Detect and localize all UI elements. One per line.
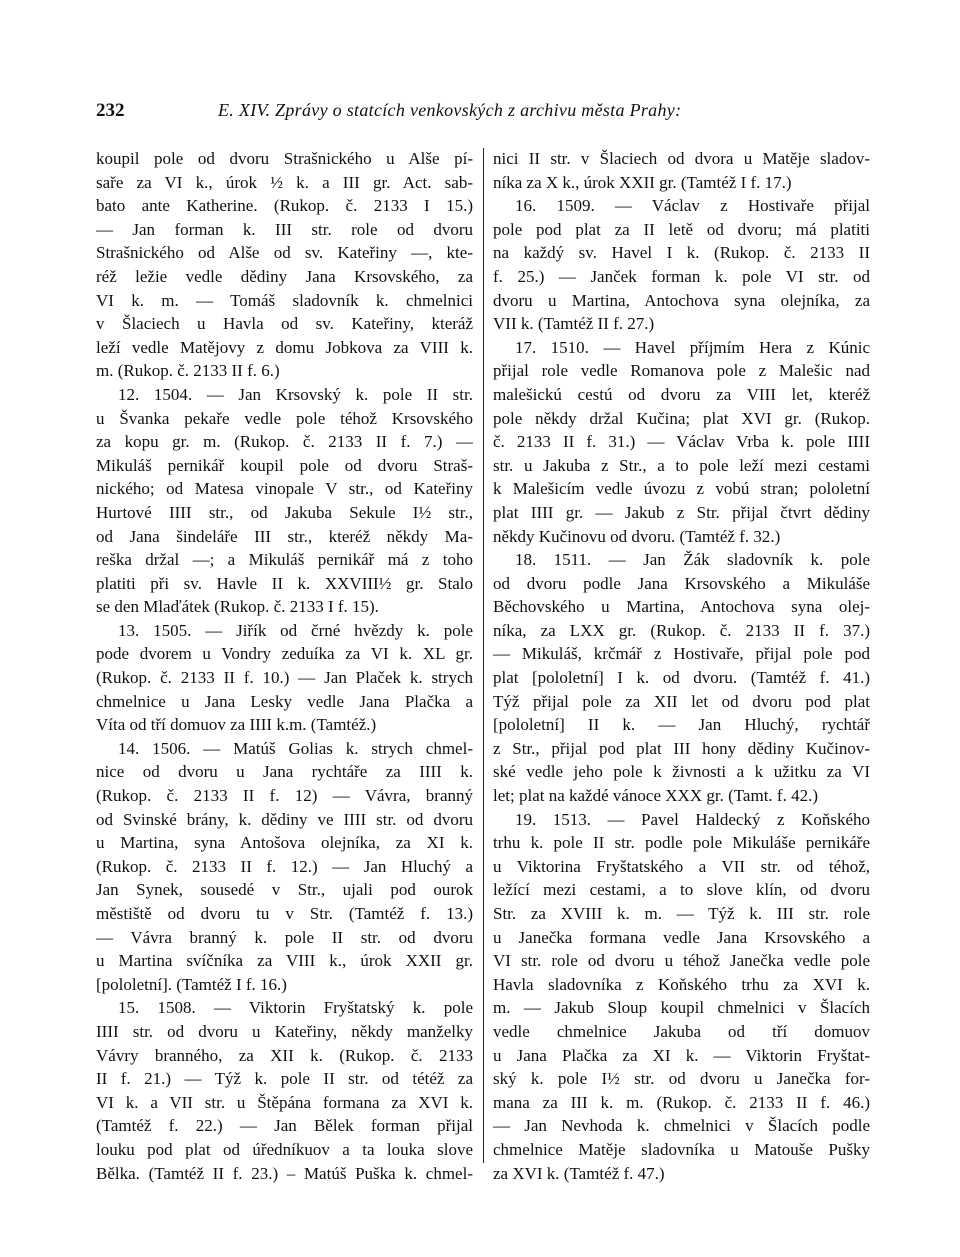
text-line: m. — Jakub Sloup koupil chmelnici v Šlacích <box>493 998 870 1018</box>
text-line: dvoru u Martina, Antochova syna olejníka, za <box>493 290 870 310</box>
text-line: ský k. pole I½ str. od dvoru u Janečka for- <box>493 1069 870 1089</box>
text-line: u Janečka formana vedle Jana Krsovského a <box>493 927 870 947</box>
text-line: za XVI k. (Tamtéž f. 47.) <box>493 1163 665 1183</box>
text-line: přijal role vedle Romanova pole z Malešic nad <box>493 361 870 381</box>
text-line: (Rukop. č. 2133 II f. 12.) — Jan Hluchý a <box>96 856 473 876</box>
text-line: — Vávra branný k. pole II str. od dvoru <box>96 927 473 947</box>
text-line: níka, za LXX gr. (Rukop. č. 2133 II f. 37.) <box>493 620 870 640</box>
text-line: chmelnice Matěje sladovníka u Matouše Pušky <box>493 1139 870 1159</box>
text-line: platiti při sv. Havle II k. XXVIII½ gr. Stalo <box>96 573 473 593</box>
text-line: leží vedle Matějovy z domu Jobkova za VIII k. <box>96 337 473 357</box>
text-line: Víta od tří domuov za IIII k.m. (Tamtéž.) <box>96 715 377 735</box>
text-line: Vávry branného, za XII k. (Rukop. č. 2133 <box>96 1045 473 1065</box>
text-line: IIII str. od dvoru u Kateřiny, někdy manželky <box>96 1021 473 1041</box>
text-line: louku pod plat od úředníkuov a ta louka slove <box>96 1139 473 1159</box>
text-line: někdy Kučinovu od dvoru. (Tamtéž f. 32.) <box>493 526 781 546</box>
text-line: Běchovského u Martina, Antochova syna olej- <box>493 597 870 617</box>
column-divider <box>483 148 484 1163</box>
text-line: m. (Rukop. č. 2133 II f. 6.) <box>96 361 280 381</box>
text-line: z Str., přijal pod plat III hony dědiny Kučinov- <box>493 738 870 758</box>
text-line: saře za VI k., úrok ½ k. a III gr. Act. sab- <box>96 172 473 192</box>
text-line: 15. 1508. — Viktorin Fryštatský k. pole <box>118 998 473 1018</box>
text-line: od dvoru podle Jana Krsovského a Mikuláše <box>493 573 870 593</box>
text-line: Týž přijal pole za XII let od dvoru pod plat <box>493 691 870 711</box>
text-line: pole pod plat za II letě od dvoru; má platiti <box>493 219 870 239</box>
text-line: k Malešicím vedle úvozu z vobú stran; pololetní <box>493 479 870 499</box>
page-header <box>96 100 866 130</box>
text-line: pole někdy držal Kučina; plat XVI gr. (Rukop. <box>493 408 870 428</box>
text-line: [pololetní] II k. — Jan Hluchý, rychtář <box>493 715 870 735</box>
text-line: (Rukop. č. 2133 II f. 12) — Vávra, branný <box>96 786 473 806</box>
text-line: 14. 1506. — Matúš Golias k. strych chmel- <box>118 738 473 758</box>
text-line: Havla sladovníka z Koňského trhu za XVI k. <box>493 974 870 994</box>
text-line: koupil pole od dvoru Strašnického u Alše pí- <box>96 149 473 168</box>
right-column <box>493 147 870 1185</box>
text-line: se den Mlaďátek (Rukop. č. 2133 I f. 15). <box>96 597 379 617</box>
text-line: trhu k. pole II str. podle pole Mikuláše pernikáře <box>493 833 870 853</box>
text-line: ské vedle jeho pole k živnosti a k užitku za VI <box>493 762 870 782</box>
text-line: reška držal —; a Mikuláš pernikář má z toho <box>96 550 473 570</box>
text-line: Mikuláš pernikář koupil pole od dvoru Straš- <box>96 455 473 475</box>
text-line: městiště od dvoru tu v Str. (Tamtéž f. 13.) <box>96 904 473 923</box>
text-line: plat IIII gr. — Jakub z Str. přijal čtvrt dědiny <box>493 502 870 522</box>
text-line: vedle chmelnice Jakuba od tří domuov <box>493 1021 870 1041</box>
text-line: u Viktorina Fryštatského a VII str. od téhož, <box>493 856 870 876</box>
running-head: E. XIV. Zprávy o statcích venkovských z archivu města Prahy: <box>218 100 682 120</box>
text-line: 19. 1513. — Pavel Haldecký z Koňského <box>515 809 870 829</box>
text-line: malešickú cestú od dvoru za VIII let, kteréž <box>493 384 870 404</box>
text-line: [pololetní]. (Tamtéž I f. 16.) <box>96 974 287 994</box>
text-line: v Šlaciech u Havla od sv. Kateřiny, kteráž <box>96 314 473 334</box>
text-line: nického; od Matesa vinopale V str., od Kateřiny <box>96 479 473 499</box>
text-line: od Svinské brány, k. dědiny ve IIII str. od dvoru <box>96 809 473 829</box>
text-line: na každý sv. Havel I k. (Rukop. č. 2133 II <box>493 243 870 263</box>
text-line: Str. za XVIII k. m. — Týž k. III str. role <box>493 904 870 923</box>
text-line: u Martina svíčníka za VIII k., úrok XXII gr. <box>96 951 473 971</box>
text-line: č. 2133 II f. 31.) — Václav Vrba k. pole IIII <box>493 432 870 452</box>
text-line: — Mikuláš, krčmář z Hostivaře, přijal pole pod <box>493 644 870 664</box>
text-line: réž ležie vedle dědiny Jana Krsovského, za <box>96 266 473 286</box>
text-line: 16. 1509. — Václav z Hostivaře přijal <box>515 196 870 216</box>
text-line: nici II str. v Šlaciech od dvora u Matěje sladov- <box>493 149 870 168</box>
text-line: nice od dvoru u Jana rychtáře za IIII k. <box>96 762 473 782</box>
text-line: let; plat na každé vánoce XXX gr. (Tamt. f. 42.) <box>493 786 819 806</box>
text-line: plat [pololetní] I k. od dvoru. (Tamtéž f. 41.) <box>493 668 870 688</box>
text-line: Hurtové IIII str., od Jakuba Sekule I½ str., <box>96 502 473 522</box>
text-line: II f. 21.) — Týž k. pole II str. od tétéž za <box>96 1069 473 1089</box>
left-column <box>96 147 473 1185</box>
text-line: Jan Synek, sousedé v Str., ujali pod ourok <box>96 880 473 900</box>
text-line: 13. 1505. — Jiřík od črné hvězdy k. pole <box>118 620 473 640</box>
text-line: VI k. a VII str. u Štěpána formana za XVI k. <box>96 1092 473 1112</box>
text-line: u Jana Plačka za XI k. — Viktorin Fryštat- <box>493 1045 870 1065</box>
text-line: pode dvorem u Vondry zeduíka za VI k. XL gr. <box>96 644 473 664</box>
text-line: bato ante Katherine. (Rukop. č. 2133 I 15.) <box>96 196 473 216</box>
text-line: chmelnice u Jana Lesky vedle Jana Plačka a <box>96 691 473 711</box>
text-line: — Jan Nevhoda k. chmelnici v Šlacích podle <box>493 1116 870 1136</box>
text-line: (Rukop. č. 2133 II f. 10.) — Jan Plaček k. strych <box>96 668 473 688</box>
page-number: 232 <box>96 100 125 121</box>
text-line: u Martina, syna Antošova olejníka, za XI k. <box>96 833 473 853</box>
text-line: f. 25.) — Janček forman k. pole VI str. od <box>493 266 870 286</box>
text-line: mana za III k. m. (Rukop. č. 2133 II f. 46.) <box>493 1092 870 1112</box>
text-line: níka za X k., úrok XXII gr. (Tamtéž I f. 17.) <box>493 172 792 192</box>
text-line: Strašnického od Alše od sv. Kateřiny —, kte- <box>96 243 473 263</box>
text-line: 18. 1511. — Jan Žák sladovník k. pole <box>515 550 870 570</box>
text-line: (Tamtéž f. 22.) — Jan Bělek forman přijal <box>96 1116 473 1136</box>
text-line: ležící mezi cestami, a to slove klín, od dvoru <box>493 880 870 900</box>
text-line: str. u Jakuba z Str., a to pole leží mezi cestami <box>493 455 870 475</box>
text-line: 12. 1504. — Jan Krsovský k. pole II str. <box>118 384 473 404</box>
text-line: u Švanka pekaře vedle pole téhož Krsovského <box>96 408 473 428</box>
text-line: 17. 1510. — Havel příjmím Hera z Kúnic <box>515 337 870 357</box>
text-line: VI str. role od dvoru u téhož Janečka vedle pole <box>493 951 870 971</box>
text-line: — Jan forman k. III str. role od dvoru <box>96 219 473 239</box>
text-line: VI k. m. — Tomáš sladovník k. chmelnici <box>96 290 473 310</box>
text-line: za kopu gr. m. (Rukop. č. 2133 II f. 7.) — <box>96 432 473 452</box>
text-line: od Jana šindeláře III str., kteréž někdy Ma- <box>96 526 473 546</box>
text-line: VII k. (Tamtéž II f. 27.) <box>493 314 655 334</box>
text-line: Bělka. (Tamtéž II f. 23.) – Matúš Puška k. chmel- <box>96 1163 473 1183</box>
